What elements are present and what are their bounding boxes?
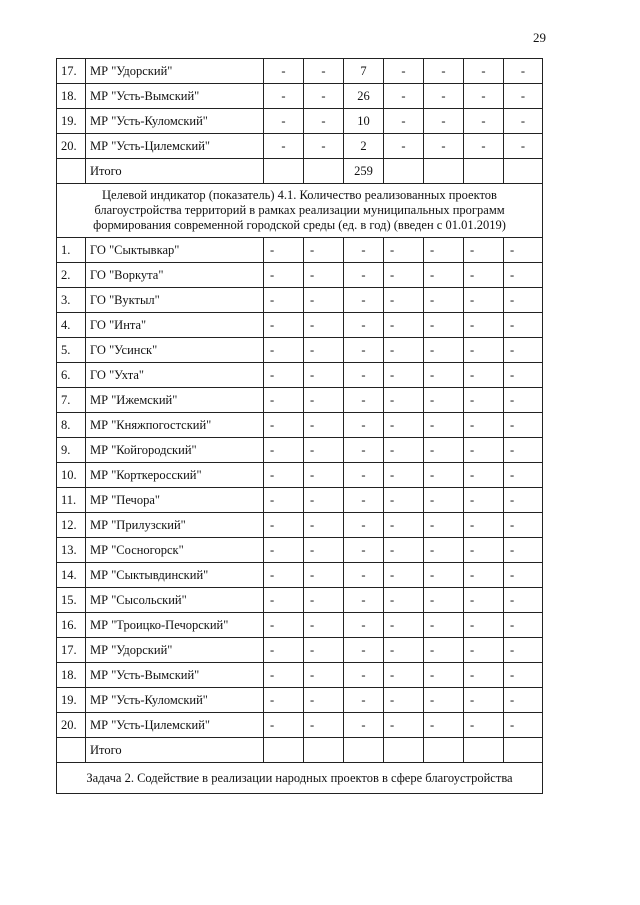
table-row bbox=[57, 688, 543, 713]
value-cell: - bbox=[344, 313, 384, 338]
value-cell: - bbox=[344, 263, 384, 288]
value-cell: - bbox=[304, 588, 344, 613]
value-cell bbox=[424, 159, 464, 184]
row-number: 16. bbox=[57, 613, 86, 638]
value-cell: - bbox=[304, 488, 344, 513]
value-cell: - bbox=[464, 613, 504, 638]
row-number: 2. bbox=[57, 263, 86, 288]
municipality-name: МР "Усть-Куломский" bbox=[86, 109, 264, 134]
value-cell: - bbox=[464, 513, 504, 538]
table-row bbox=[57, 613, 543, 638]
value-cell: - bbox=[304, 238, 344, 263]
task-text: Задача 2. Содействие в реализации народных проектов в сфере благоустройства bbox=[57, 763, 543, 794]
value-cell: - bbox=[504, 84, 543, 109]
value-cell bbox=[304, 738, 344, 763]
value-cell: - bbox=[384, 538, 424, 563]
value-cell: - bbox=[504, 288, 543, 313]
value-cell: - bbox=[504, 59, 543, 84]
value-cell: - bbox=[304, 638, 344, 663]
row-number: 8. bbox=[57, 413, 86, 438]
value-cell: - bbox=[344, 463, 384, 488]
value-cell: - bbox=[304, 288, 344, 313]
value-cell: - bbox=[464, 463, 504, 488]
value-cell: - bbox=[304, 263, 344, 288]
row-number: 14. bbox=[57, 563, 86, 588]
value-cell: - bbox=[384, 388, 424, 413]
row-number: 18. bbox=[57, 84, 86, 109]
value-cell bbox=[424, 738, 464, 763]
value-cell: - bbox=[304, 338, 344, 363]
value-cell: - bbox=[344, 338, 384, 363]
row-number: 6. bbox=[57, 363, 86, 388]
row-number: 10. bbox=[57, 463, 86, 488]
row-number: 3. bbox=[57, 288, 86, 313]
value-cell: 10 bbox=[344, 109, 384, 134]
row-number: 12. bbox=[57, 513, 86, 538]
value-cell: - bbox=[304, 438, 344, 463]
row-number: 13. bbox=[57, 538, 86, 563]
table-row bbox=[57, 238, 543, 263]
value-cell: - bbox=[424, 463, 464, 488]
value-cell: - bbox=[264, 563, 304, 588]
indicator-row bbox=[57, 184, 543, 238]
row-number: 20. bbox=[57, 713, 86, 738]
value-cell: - bbox=[264, 413, 304, 438]
value-cell bbox=[464, 738, 504, 763]
value-cell: - bbox=[384, 109, 424, 134]
table-row bbox=[57, 263, 543, 288]
value-cell: - bbox=[464, 288, 504, 313]
municipality-name: МР "Усть-Вымский" bbox=[86, 84, 264, 109]
value-cell: - bbox=[264, 288, 304, 313]
municipality-name: МР "Корткеросский" bbox=[86, 463, 264, 488]
value-cell: - bbox=[344, 538, 384, 563]
value-cell: 259 bbox=[344, 159, 384, 184]
row-number: 18. bbox=[57, 663, 86, 688]
value-cell: - bbox=[264, 638, 304, 663]
value-cell: - bbox=[344, 688, 384, 713]
value-cell: - bbox=[264, 84, 304, 109]
value-cell: - bbox=[464, 563, 504, 588]
value-cell bbox=[504, 159, 543, 184]
value-cell: - bbox=[384, 613, 424, 638]
value-cell: - bbox=[304, 388, 344, 413]
value-cell: - bbox=[424, 663, 464, 688]
value-cell: - bbox=[264, 538, 304, 563]
value-cell: - bbox=[304, 663, 344, 688]
total-label: Итого bbox=[86, 738, 264, 763]
value-cell: - bbox=[464, 588, 504, 613]
value-cell: - bbox=[504, 713, 543, 738]
value-cell: - bbox=[304, 463, 344, 488]
value-cell: - bbox=[464, 388, 504, 413]
value-cell: - bbox=[384, 638, 424, 663]
value-cell bbox=[264, 738, 304, 763]
value-cell: - bbox=[424, 638, 464, 663]
value-cell bbox=[264, 159, 304, 184]
value-cell: - bbox=[504, 688, 543, 713]
value-cell: - bbox=[424, 438, 464, 463]
row-number: 7. bbox=[57, 388, 86, 413]
total-row bbox=[57, 159, 543, 184]
value-cell: - bbox=[264, 313, 304, 338]
value-cell: - bbox=[424, 538, 464, 563]
value-cell: - bbox=[264, 663, 304, 688]
value-cell: - bbox=[344, 238, 384, 263]
total-label: Итого bbox=[86, 159, 264, 184]
value-cell: - bbox=[504, 388, 543, 413]
municipality-name: МР "Усть-Куломский" bbox=[86, 688, 264, 713]
table-row bbox=[57, 288, 543, 313]
municipality-name: МР "Усть-Цилемский" bbox=[86, 713, 264, 738]
municipality-name: МР "Княжпогостский" bbox=[86, 413, 264, 438]
value-cell: - bbox=[304, 59, 344, 84]
task-row bbox=[57, 763, 543, 794]
value-cell: - bbox=[464, 363, 504, 388]
value-cell: - bbox=[464, 84, 504, 109]
value-cell: - bbox=[384, 588, 424, 613]
value-cell: - bbox=[264, 688, 304, 713]
row-number: 4. bbox=[57, 313, 86, 338]
row-number: 15. bbox=[57, 588, 86, 613]
value-cell bbox=[304, 159, 344, 184]
value-cell: - bbox=[384, 663, 424, 688]
value-cell: - bbox=[264, 488, 304, 513]
value-cell: - bbox=[424, 563, 464, 588]
value-cell: - bbox=[424, 513, 464, 538]
value-cell: - bbox=[464, 638, 504, 663]
table-row bbox=[57, 413, 543, 438]
value-cell: - bbox=[504, 488, 543, 513]
row-number: 20. bbox=[57, 134, 86, 159]
data-table bbox=[56, 58, 543, 794]
block1-rows bbox=[57, 59, 543, 184]
municipality-name: МР "Прилузский" bbox=[86, 513, 264, 538]
table-row bbox=[57, 388, 543, 413]
value-cell: - bbox=[344, 388, 384, 413]
value-cell: - bbox=[344, 613, 384, 638]
value-cell: - bbox=[504, 263, 543, 288]
table-row bbox=[57, 663, 543, 688]
value-cell: - bbox=[304, 513, 344, 538]
row-number: 17. bbox=[57, 59, 86, 84]
value-cell: - bbox=[384, 513, 424, 538]
row-number: 5. bbox=[57, 338, 86, 363]
value-cell: - bbox=[424, 263, 464, 288]
value-cell: - bbox=[504, 338, 543, 363]
value-cell: - bbox=[424, 363, 464, 388]
value-cell: - bbox=[424, 413, 464, 438]
table-row bbox=[57, 538, 543, 563]
value-cell: - bbox=[304, 109, 344, 134]
municipality-name: ГО "Воркута" bbox=[86, 263, 264, 288]
value-cell: - bbox=[424, 588, 464, 613]
value-cell: - bbox=[384, 688, 424, 713]
row-number: 17. bbox=[57, 638, 86, 663]
table-row bbox=[57, 313, 543, 338]
value-cell: 7 bbox=[344, 59, 384, 84]
value-cell: - bbox=[504, 588, 543, 613]
value-cell: 2 bbox=[344, 134, 384, 159]
row-number bbox=[57, 159, 86, 184]
value-cell: - bbox=[384, 263, 424, 288]
value-cell: - bbox=[384, 84, 424, 109]
value-cell: - bbox=[464, 538, 504, 563]
row-number: 11. bbox=[57, 488, 86, 513]
value-cell bbox=[384, 159, 424, 184]
table-row bbox=[57, 713, 543, 738]
value-cell: - bbox=[304, 313, 344, 338]
value-cell: - bbox=[464, 313, 504, 338]
table-row bbox=[57, 563, 543, 588]
value-cell: - bbox=[504, 438, 543, 463]
value-cell: - bbox=[464, 663, 504, 688]
value-cell: - bbox=[304, 563, 344, 588]
block2-rows bbox=[57, 238, 543, 763]
row-number: 9. bbox=[57, 438, 86, 463]
municipality-name: МР "Усть-Цилемский" bbox=[86, 134, 264, 159]
value-cell bbox=[384, 738, 424, 763]
value-cell: - bbox=[424, 388, 464, 413]
value-cell: - bbox=[304, 84, 344, 109]
value-cell: - bbox=[424, 613, 464, 638]
value-cell bbox=[344, 738, 384, 763]
table-row bbox=[57, 438, 543, 463]
municipality-name: ГО "Инта" bbox=[86, 313, 264, 338]
value-cell: - bbox=[304, 613, 344, 638]
value-cell: - bbox=[424, 688, 464, 713]
value-cell: - bbox=[264, 588, 304, 613]
value-cell: - bbox=[424, 238, 464, 263]
value-cell bbox=[464, 159, 504, 184]
value-cell: - bbox=[384, 463, 424, 488]
value-cell: - bbox=[384, 59, 424, 84]
value-cell: - bbox=[504, 313, 543, 338]
value-cell: - bbox=[504, 134, 543, 159]
value-cell: - bbox=[304, 363, 344, 388]
value-cell: - bbox=[264, 713, 304, 738]
value-cell: - bbox=[384, 488, 424, 513]
value-cell: - bbox=[504, 613, 543, 638]
value-cell: - bbox=[344, 438, 384, 463]
value-cell: - bbox=[264, 388, 304, 413]
municipality-name: ГО "Сыктывкар" bbox=[86, 238, 264, 263]
value-cell: - bbox=[384, 363, 424, 388]
value-cell: 26 bbox=[344, 84, 384, 109]
value-cell: - bbox=[344, 588, 384, 613]
table-row bbox=[57, 109, 543, 134]
municipality-name: МР "Удорский" bbox=[86, 59, 264, 84]
value-cell: - bbox=[264, 363, 304, 388]
value-cell: - bbox=[464, 338, 504, 363]
value-cell: - bbox=[384, 313, 424, 338]
value-cell: - bbox=[344, 413, 384, 438]
municipality-name: МР "Койгородский" bbox=[86, 438, 264, 463]
value-cell: - bbox=[464, 134, 504, 159]
value-cell: - bbox=[304, 538, 344, 563]
value-cell: - bbox=[344, 663, 384, 688]
value-cell: - bbox=[264, 134, 304, 159]
value-cell: - bbox=[384, 563, 424, 588]
value-cell: - bbox=[344, 488, 384, 513]
value-cell: - bbox=[464, 438, 504, 463]
value-cell: - bbox=[424, 84, 464, 109]
value-cell: - bbox=[384, 338, 424, 363]
value-cell: - bbox=[384, 438, 424, 463]
row-number bbox=[57, 738, 86, 763]
value-cell: - bbox=[464, 488, 504, 513]
row-number: 19. bbox=[57, 688, 86, 713]
value-cell: - bbox=[504, 563, 543, 588]
value-cell: - bbox=[384, 288, 424, 313]
table-row bbox=[57, 638, 543, 663]
municipality-name: МР "Сосногорск" bbox=[86, 538, 264, 563]
value-cell: - bbox=[264, 338, 304, 363]
value-cell: - bbox=[344, 363, 384, 388]
value-cell: - bbox=[424, 134, 464, 159]
total-row bbox=[57, 738, 543, 763]
municipality-name: ГО "Вуктыл" bbox=[86, 288, 264, 313]
value-cell: - bbox=[384, 713, 424, 738]
value-cell: - bbox=[264, 109, 304, 134]
indicator-text: Целевой индикатор (показатель) 4.1. Количество реализованных проектов благоустройства территорий в рамках реализации муниципальных программ формирования современной городской среды (ед. в год) (введен с 01.01.2019) bbox=[57, 184, 543, 238]
table-row bbox=[57, 488, 543, 513]
table-row bbox=[57, 338, 543, 363]
value-cell: - bbox=[384, 134, 424, 159]
municipality-name: ГО "Усинск" bbox=[86, 338, 264, 363]
page-number: 29 bbox=[533, 30, 546, 45]
table-row bbox=[57, 134, 543, 159]
value-cell: - bbox=[304, 134, 344, 159]
value-cell: - bbox=[464, 713, 504, 738]
municipality-name: МР "Сыктывдинский" bbox=[86, 563, 264, 588]
value-cell: - bbox=[304, 713, 344, 738]
value-cell: - bbox=[504, 463, 543, 488]
value-cell: - bbox=[264, 438, 304, 463]
table-row bbox=[57, 588, 543, 613]
value-cell: - bbox=[464, 413, 504, 438]
value-cell: - bbox=[464, 238, 504, 263]
value-cell: - bbox=[264, 513, 304, 538]
municipality-name: МР "Троицко-Печорский" bbox=[86, 613, 264, 638]
value-cell: - bbox=[264, 463, 304, 488]
value-cell: - bbox=[424, 288, 464, 313]
value-cell bbox=[504, 738, 543, 763]
value-cell: - bbox=[344, 513, 384, 538]
municipality-name: МР "Печора" bbox=[86, 488, 264, 513]
value-cell: - bbox=[504, 363, 543, 388]
value-cell: - bbox=[504, 638, 543, 663]
value-cell: - bbox=[344, 713, 384, 738]
value-cell: - bbox=[264, 263, 304, 288]
value-cell: - bbox=[424, 109, 464, 134]
table-row bbox=[57, 363, 543, 388]
value-cell: - bbox=[304, 413, 344, 438]
value-cell: - bbox=[424, 59, 464, 84]
value-cell: - bbox=[504, 513, 543, 538]
value-cell: - bbox=[504, 663, 543, 688]
value-cell: - bbox=[424, 338, 464, 363]
value-cell: - bbox=[344, 563, 384, 588]
value-cell: - bbox=[464, 109, 504, 134]
value-cell: - bbox=[344, 638, 384, 663]
municipality-name: МР "Усть-Вымский" bbox=[86, 663, 264, 688]
table-row bbox=[57, 513, 543, 538]
municipality-name: ГО "Ухта" bbox=[86, 363, 264, 388]
row-number: 1. bbox=[57, 238, 86, 263]
value-cell: - bbox=[464, 688, 504, 713]
table-row bbox=[57, 463, 543, 488]
value-cell: - bbox=[464, 59, 504, 84]
value-cell: - bbox=[464, 263, 504, 288]
value-cell: - bbox=[424, 313, 464, 338]
value-cell: - bbox=[424, 488, 464, 513]
value-cell: - bbox=[344, 288, 384, 313]
municipality-name: МР "Ижемский" bbox=[86, 388, 264, 413]
value-cell: - bbox=[264, 613, 304, 638]
value-cell: - bbox=[424, 713, 464, 738]
municipality-name: МР "Сысольский" bbox=[86, 588, 264, 613]
value-cell: - bbox=[384, 238, 424, 263]
row-number: 19. bbox=[57, 109, 86, 134]
value-cell: - bbox=[504, 109, 543, 134]
value-cell: - bbox=[504, 413, 543, 438]
table-row bbox=[57, 59, 543, 84]
value-cell: - bbox=[384, 413, 424, 438]
value-cell: - bbox=[504, 538, 543, 563]
table-row bbox=[57, 84, 543, 109]
value-cell: - bbox=[264, 238, 304, 263]
municipality-name: МР "Удорский" bbox=[86, 638, 264, 663]
value-cell: - bbox=[504, 238, 543, 263]
value-cell: - bbox=[304, 688, 344, 713]
value-cell: - bbox=[264, 59, 304, 84]
